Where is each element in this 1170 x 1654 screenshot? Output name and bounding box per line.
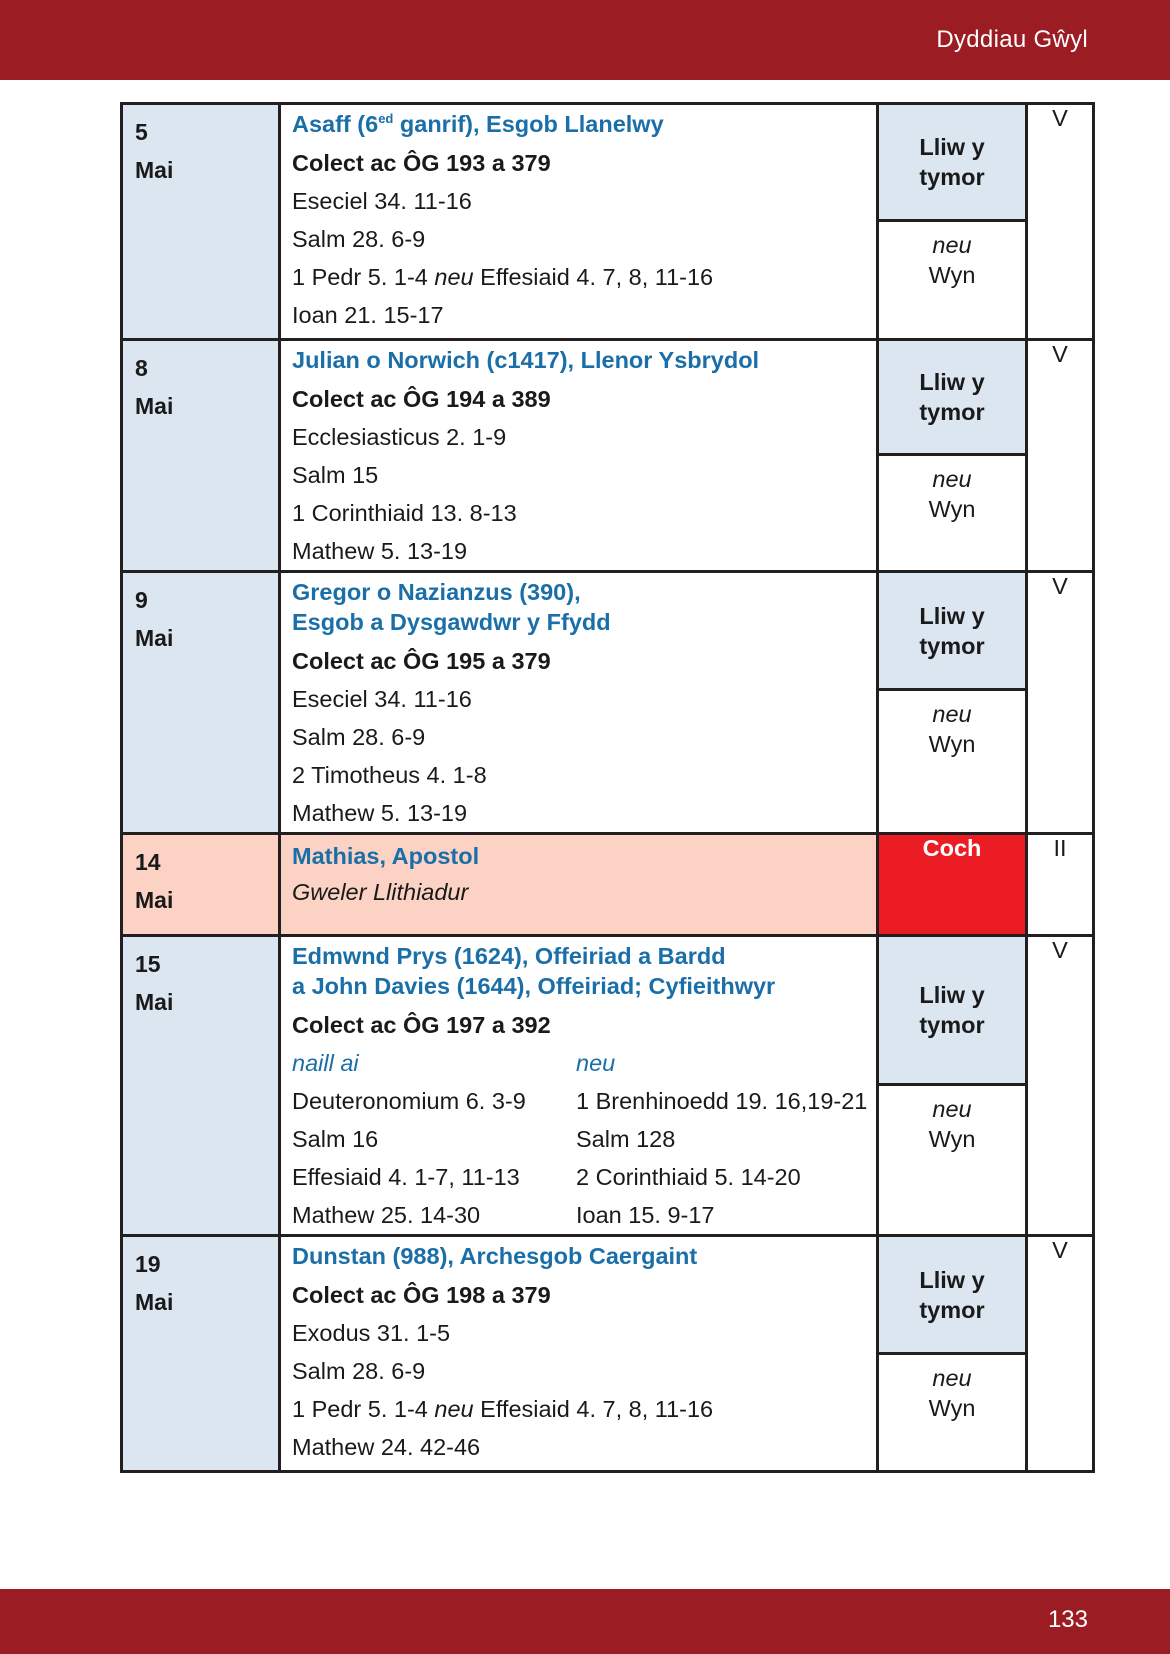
day-number: 15 — [135, 951, 161, 977]
reading-gospel: Mathew 5. 13-19 — [292, 538, 468, 564]
month-name: Mai — [135, 989, 174, 1015]
reading-epistle: 2 Timotheus 4. 1-8 — [292, 762, 487, 788]
rank-cell: V — [1027, 104, 1094, 340]
collect-line: Colect ac ÔG 197 a 392 — [292, 1012, 551, 1038]
collect-line: Colect ac ÔG 195 a 379 — [292, 648, 551, 674]
alternative-color: neu Wyn — [928, 701, 976, 757]
day-number: 5 — [135, 119, 148, 145]
season-color: Lliw y tymor — [879, 105, 1025, 222]
liturgical-color-cell — [878, 572, 1027, 834]
reading-old-testament: Eseciel 34. 11-16 — [292, 686, 472, 712]
readings-cell — [280, 834, 878, 936]
see-lectionary-note: Gweler Llithiadur — [292, 879, 469, 905]
commemoration-title: Asaff ($6^{ed}$ ganrif), Esgob Llanelwy — [292, 111, 664, 137]
date-cell — [122, 936, 280, 1236]
commemoration-title: Mathias, Apostol — [292, 843, 480, 869]
table-row — [122, 340, 1094, 572]
alternative-color: neu Wyn — [928, 1096, 976, 1152]
option-a-reading: Effesiaid 4. 1-7, 11-13 — [292, 1164, 520, 1190]
commemoration-title: Edmwnd Prys (1624), Offeiriad a Bardd — [292, 943, 726, 969]
option-b-heading: neu — [576, 1050, 616, 1076]
table-row — [122, 572, 1094, 834]
table-row — [122, 834, 1094, 936]
rank-cell: II — [1027, 834, 1094, 936]
month-name: Mai — [135, 625, 174, 651]
option-b-reading: Salm 128 — [576, 1126, 676, 1152]
option-b-reading: 1 Brenhinoedd 19. 16,19-21 — [576, 1088, 868, 1114]
date-cell — [122, 572, 280, 834]
footer-bar — [0, 1589, 1170, 1654]
date-cell — [122, 104, 280, 340]
liturgical-color-cell — [878, 936, 1027, 1236]
day-number: 9 — [135, 587, 148, 613]
alternative-readings — [292, 1044, 868, 1234]
day-number: 14 — [135, 849, 161, 875]
readings-cell — [280, 340, 878, 572]
table-row — [122, 936, 1094, 1236]
page-number: 133 — [1047, 1606, 1088, 1633]
readings-cell — [280, 936, 878, 1236]
rank-cell: V — [1027, 936, 1094, 1236]
reading-old-testament: Ecclesiasticus 2. 1-9 — [292, 424, 507, 450]
reading-epistle: 1 Pedr 5. 1-4 neu Effesiaid 4. 7, 8, 11-16 — [292, 264, 714, 290]
readings-cell — [280, 572, 878, 834]
day-number: 8 — [135, 355, 148, 381]
option-a-reading: Salm 16 — [292, 1126, 379, 1152]
commemoration-title: Julian o Norwich (c1417), Llenor Ysbrydol — [292, 347, 760, 373]
reading-gospel: Mathew 5. 13-19 — [292, 800, 468, 826]
rank-cell: V — [1027, 1236, 1094, 1472]
day-number: 19 — [135, 1251, 161, 1277]
season-color: Lliw y tymor — [879, 341, 1025, 456]
reading-psalm: Salm 28. 6-9 — [292, 1358, 426, 1384]
alternative-color: neu Wyn — [928, 1365, 976, 1421]
liturgical-color-cell — [878, 340, 1027, 572]
reading-psalm: Salm 15 — [292, 462, 379, 488]
collect-line: Colect ac ÔG 194 a 389 — [292, 386, 551, 412]
date-cell — [122, 834, 280, 936]
table-row — [122, 1236, 1094, 1472]
liturgical-color-cell — [878, 104, 1027, 340]
table-row — [122, 104, 1094, 340]
season-color: Lliw y tymor — [879, 573, 1025, 691]
commemoration-subtitle: a John Davies (1644), Offeiriad; Cyfieithwyr — [292, 973, 776, 999]
rank-cell: V — [1027, 340, 1094, 572]
reading-old-testament: Eseciel 34. 11-16 — [292, 188, 472, 214]
month-name: Mai — [135, 157, 174, 183]
collect-line: Colect ac ÔG 193 a 379 — [292, 150, 551, 176]
month-name: Mai — [135, 1289, 174, 1315]
rank-cell: V — [1027, 572, 1094, 834]
commemoration-title: Gregor o Nazianzus (390), — [292, 579, 581, 605]
reading-old-testament: Exodus 31. 1-5 — [292, 1320, 451, 1346]
option-a-reading: Deuteronomium 6. 3-9 — [292, 1088, 526, 1114]
date-cell — [122, 1236, 280, 1472]
month-name: Mai — [135, 393, 174, 419]
running-header: Dyddiau Gŵyl — [936, 26, 1088, 53]
liturgical-color-red: Coch — [878, 834, 1027, 936]
option-b-reading: 2 Corinthiaid 5. 14-20 — [576, 1164, 801, 1190]
reading-gospel: Mathew 24. 42-46 — [292, 1434, 481, 1460]
liturgical-color-cell — [878, 1236, 1027, 1472]
option-b-reading: Ioan 15. 9-17 — [576, 1202, 715, 1228]
reading-psalm: Salm 28. 6-9 — [292, 724, 426, 750]
month-name: Mai — [135, 887, 174, 913]
commemoration-subtitle: Esgob a Dysgawdwr y Ffydd — [292, 609, 611, 635]
readings-cell — [280, 1236, 878, 1472]
season-color: Lliw y tymor — [879, 937, 1025, 1086]
option-a-reading: Mathew 25. 14-30 — [292, 1202, 481, 1228]
option-a-heading: naill ai — [292, 1050, 359, 1076]
reading-epistle: 1 Corinthiaid 13. 8-13 — [292, 500, 517, 526]
lectionary-table — [120, 102, 1095, 1473]
alternative-color: neu Wyn — [928, 232, 976, 288]
collect-line: Colect ac ÔG 198 a 379 — [292, 1282, 551, 1308]
commemoration-title: Dunstan (988), Archesgob Caergaint — [292, 1243, 698, 1269]
readings-cell — [280, 104, 878, 340]
reading-epistle: 1 Pedr 5. 1-4 neu Effesiaid 4. 7, 8, 11-16 — [292, 1396, 714, 1422]
reading-gospel: Ioan 21. 15-17 — [292, 302, 444, 328]
alternative-color: neu Wyn — [928, 466, 976, 522]
reading-psalm: Salm 28. 6-9 — [292, 226, 426, 252]
season-color: Lliw y tymor — [879, 1237, 1025, 1355]
date-cell — [122, 340, 280, 572]
header-bar — [0, 0, 1170, 80]
